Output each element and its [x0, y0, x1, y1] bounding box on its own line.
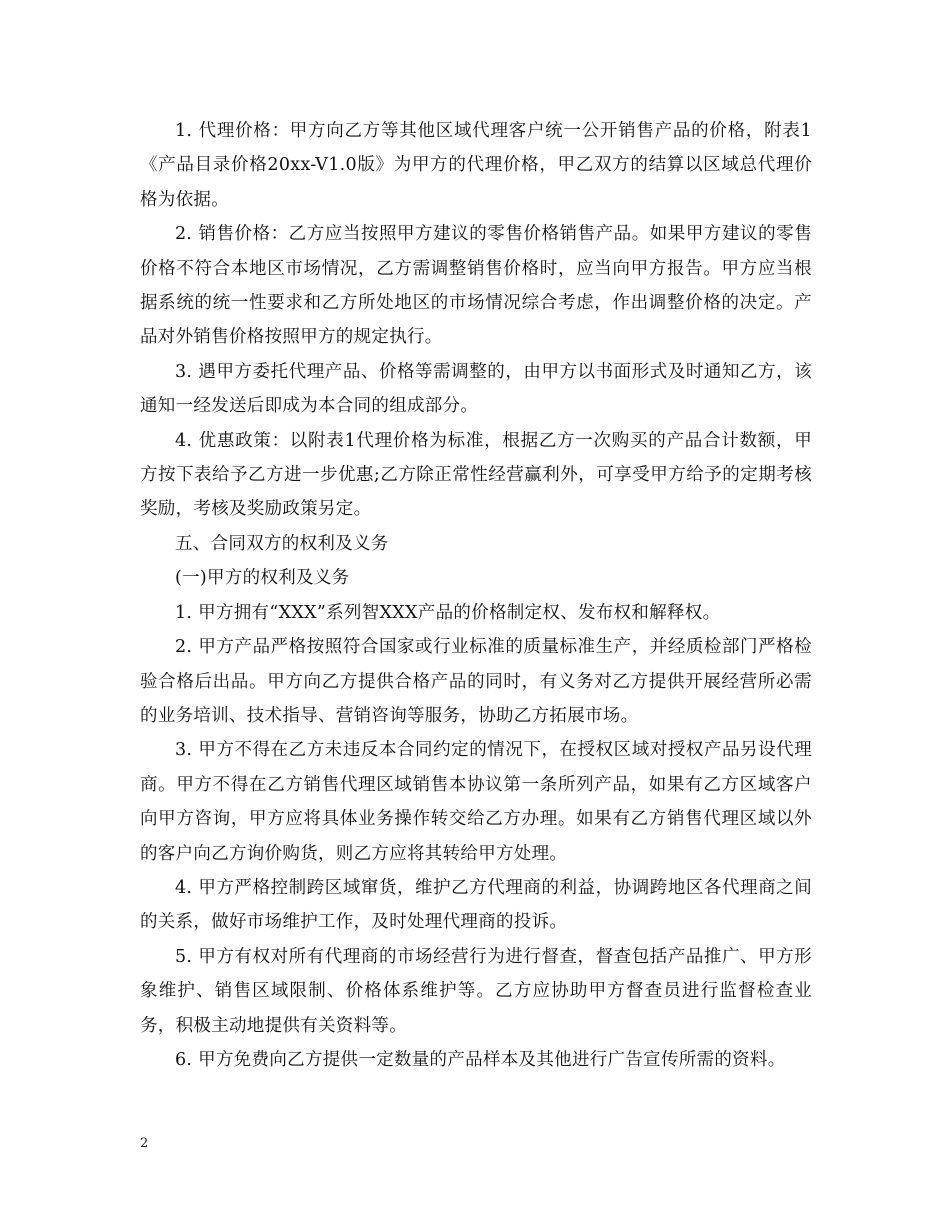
- paragraph-party-a-samples: 6. 甲方免费向乙方提供一定数量的产品样本及其他进行广告宣传所需的资料。: [175, 1049, 786, 1070]
- paragraph-price-adjustment: 3. 遇甲方委托代理产品、价格等需调整的，由甲方以书面形式及时通知乙方，该通知一经发送后即成为本合同的组成部分。: [140, 361, 812, 417]
- paragraph-party-a-exclusivity: 3. 甲方不得在乙方未违反本合同约定的情况下，在授权区域对授权产品另设代理商。甲方不得在乙方销售代理区域销售本协议第一条所列产品，如果有乙方区域客户向甲方咨询，甲方应将具体业务操作转交给乙方办理。如果有乙方销售代理区域以外的客户向乙方询价购货，则乙方应将其转给甲方处理。: [140, 740, 812, 864]
- section-heading-rights-obligations: 五、合同双方的权利及义务: [175, 533, 389, 554]
- paragraph-party-a-supervision: 5. 甲方有权对所有代理商的市场经营行为进行督查，督查包括产品推广、甲方形象维护、销售区域限制、价格体系维护等。乙方应协助甲方督查员进行监督检查业务，积极主动地提供有关资料等。: [140, 946, 812, 1036]
- paragraph-party-a-quality: 2. 甲方产品严格按照符合国家或行业标准的质量标准生产，并经质检部门严格检验合格后出品。甲方向乙方提供合格产品的同时，有义务对乙方提供开展经营所必需的业务培训、技术指导、营销咨询等服务，协助乙方拓展市场。: [140, 637, 812, 726]
- document-body: [140, 114, 812, 1077]
- paragraph-discount-policy: 4. 优惠政策：以附表1代理价格为标准，根据乙方一次购买的产品合计数额，甲方按下表给予乙方进一步优惠;乙方除正常性经营赢利外，可享受甲方给予的定期考核奖励，考核及奖励政策另定。: [140, 430, 812, 520]
- page-number: 2: [140, 1136, 149, 1151]
- paragraph-party-a-cross-region: 4. 甲方严格控制跨区域窜货，维护乙方代理商的利益，协调跨地区各代理商之间的关系，做好市场维护工作，及时处理代理商的投诉。: [140, 877, 812, 933]
- subsection-heading-party-a: (一)甲方的权利及义务: [175, 568, 350, 589]
- paragraph-party-a-pricing-rights: 1. 甲方拥有“XXX”系列智XXX产品的价格制定权、发布权和解释权。: [175, 602, 721, 623]
- paragraph-agency-price: 1. 代理价格：甲方向乙方等其他区域代理客户统一公开销售产品的价格，附表1《产品目录价格20xx-V1.0版》为甲方的代理价格，甲乙双方的结算以区域总代理价格为依据。: [140, 121, 812, 210]
- paragraph-sales-price: 2. 销售价格：乙方应当按照甲方建议的零售价格销售产品。如果甲方建议的零售价格不符合本地区市场情况，乙方需调整销售价格时，应当向甲方报告。甲方应当根据系统的统一性要求和乙方所处地区的市场情况综合考虑，作出调整价格的决定。产品对外销售价格按照甲方的规定执行。: [140, 224, 812, 348]
